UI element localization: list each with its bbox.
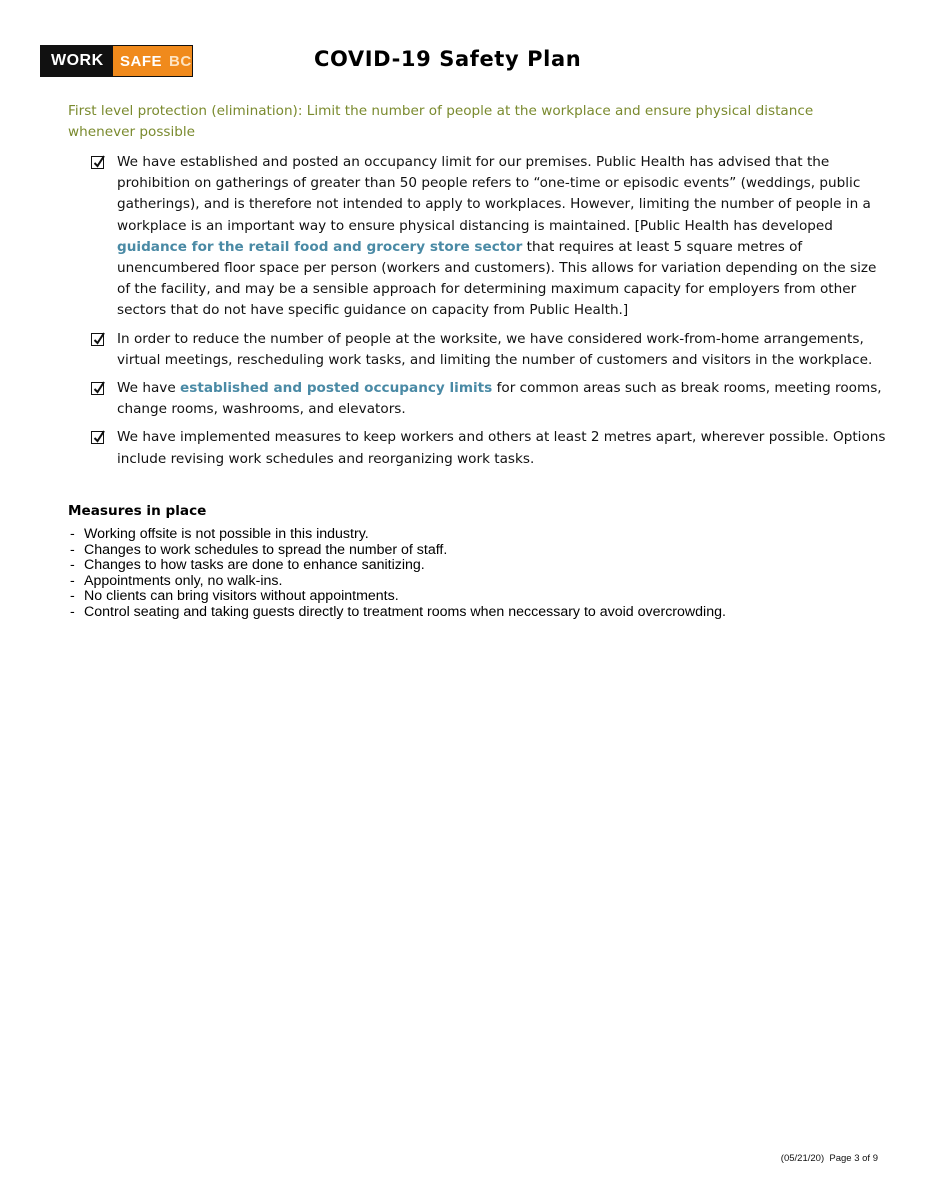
logo-bc-text: BC bbox=[169, 52, 192, 70]
checked-checkbox-icon[interactable] bbox=[91, 156, 104, 169]
footer-date: (05/21/20) bbox=[780, 1153, 825, 1164]
item-text: We have implemented measures to keep workers and others at least 2 metres apart, wherever possible. Options include revising work schedules and reorganizing work tasks. bbox=[117, 429, 886, 467]
list-item bbox=[70, 574, 726, 590]
checklist-item-reduce-people bbox=[88, 329, 888, 371]
bullet-dash: - bbox=[70, 526, 75, 542]
list-item bbox=[70, 605, 726, 621]
worksafebc-logo bbox=[40, 45, 193, 77]
checked-checkbox-icon[interactable] bbox=[91, 431, 104, 444]
checked-checkbox-icon[interactable] bbox=[91, 382, 104, 395]
bullet-dash: - bbox=[70, 572, 75, 589]
page-footer bbox=[781, 1153, 878, 1164]
checklist-item-two-metres bbox=[88, 427, 888, 469]
list-item bbox=[70, 527, 726, 543]
logo-work-text: WORK bbox=[41, 46, 113, 76]
item-text: We have bbox=[117, 380, 181, 397]
measures-in-place-title: Measures in place bbox=[68, 503, 207, 519]
list-item bbox=[70, 543, 726, 559]
checked-checkbox-icon[interactable] bbox=[91, 333, 104, 346]
list-item-text: Working offsite is not possible in this industry. bbox=[84, 526, 369, 542]
list-item-text: No clients can bring visitors without appointments. bbox=[84, 588, 399, 605]
item-text: In order to reduce the number of people at the worksite, we have considered work-from-home arrangements, virtual meetings, rescheduling work tasks, and limiting the number of customers and visitors in the workplace. bbox=[117, 330, 873, 368]
item-text-continued: that requires at least 5 square metres of unencumbered floor space per person (workers and customers). This allows for variation depending on the size of the facility, and may be a sensible approach for determining maximum capacity for employers from other sectors that do not have specific guidance on capacity from Public Health.] bbox=[117, 238, 877, 319]
list-item-text: Changes to work schedules to spread the number of staff. bbox=[84, 541, 448, 558]
list-item bbox=[70, 558, 726, 574]
item-text: We have established and posted an occupancy limit for our premises. Public Health has advised that the prohibition on gatherings of greater than 50 people refers to “one-time or episodic events” (weddings, public gatherings), and is therefore not intended to apply to workplaces. However, limiting the number of people in a workplace is an important way to ensure physical distancing is maintained. [Public Health has developed bbox=[117, 154, 871, 234]
measures-list bbox=[70, 527, 726, 621]
page-number: Page 3 of 9 bbox=[829, 1153, 878, 1164]
list-item bbox=[70, 589, 726, 605]
checklist-item-common-areas bbox=[88, 378, 888, 420]
item-text-continued: for common areas such as break rooms, meeting rooms, change rooms, washrooms, and elevators. bbox=[117, 380, 882, 418]
checklist bbox=[88, 152, 888, 477]
list-item-text: Control seating and taking guests directly to treatment rooms when neccessary to avoid overcrowding. bbox=[84, 603, 726, 620]
section-heading: First level protection (elimination): Limit the number of people at the workplace and ensure physical distance whenever possible bbox=[68, 103, 814, 140]
bullet-dash: - bbox=[70, 541, 75, 558]
document-title: COVID-19 Safety Plan bbox=[314, 47, 582, 71]
bullet-dash: - bbox=[70, 557, 75, 574]
logo-safe-text: SAFE bbox=[120, 52, 163, 70]
retail-food-guidance-link[interactable]: guidance for the retail food and grocery store sector bbox=[117, 238, 523, 255]
bullet-dash: - bbox=[70, 588, 75, 605]
list-item-text: Appointments only, no walk-ins. bbox=[84, 572, 283, 589]
occupancy-limits-link[interactable]: established and posted occupancy limits bbox=[180, 380, 493, 397]
list-item-text: Changes to how tasks are done to enhance sanitizing. bbox=[84, 557, 425, 574]
checklist-item-occupancy-limit bbox=[88, 152, 888, 322]
page-header bbox=[40, 45, 886, 77]
logo-safe-block bbox=[113, 46, 192, 76]
bullet-dash: - bbox=[70, 603, 75, 620]
